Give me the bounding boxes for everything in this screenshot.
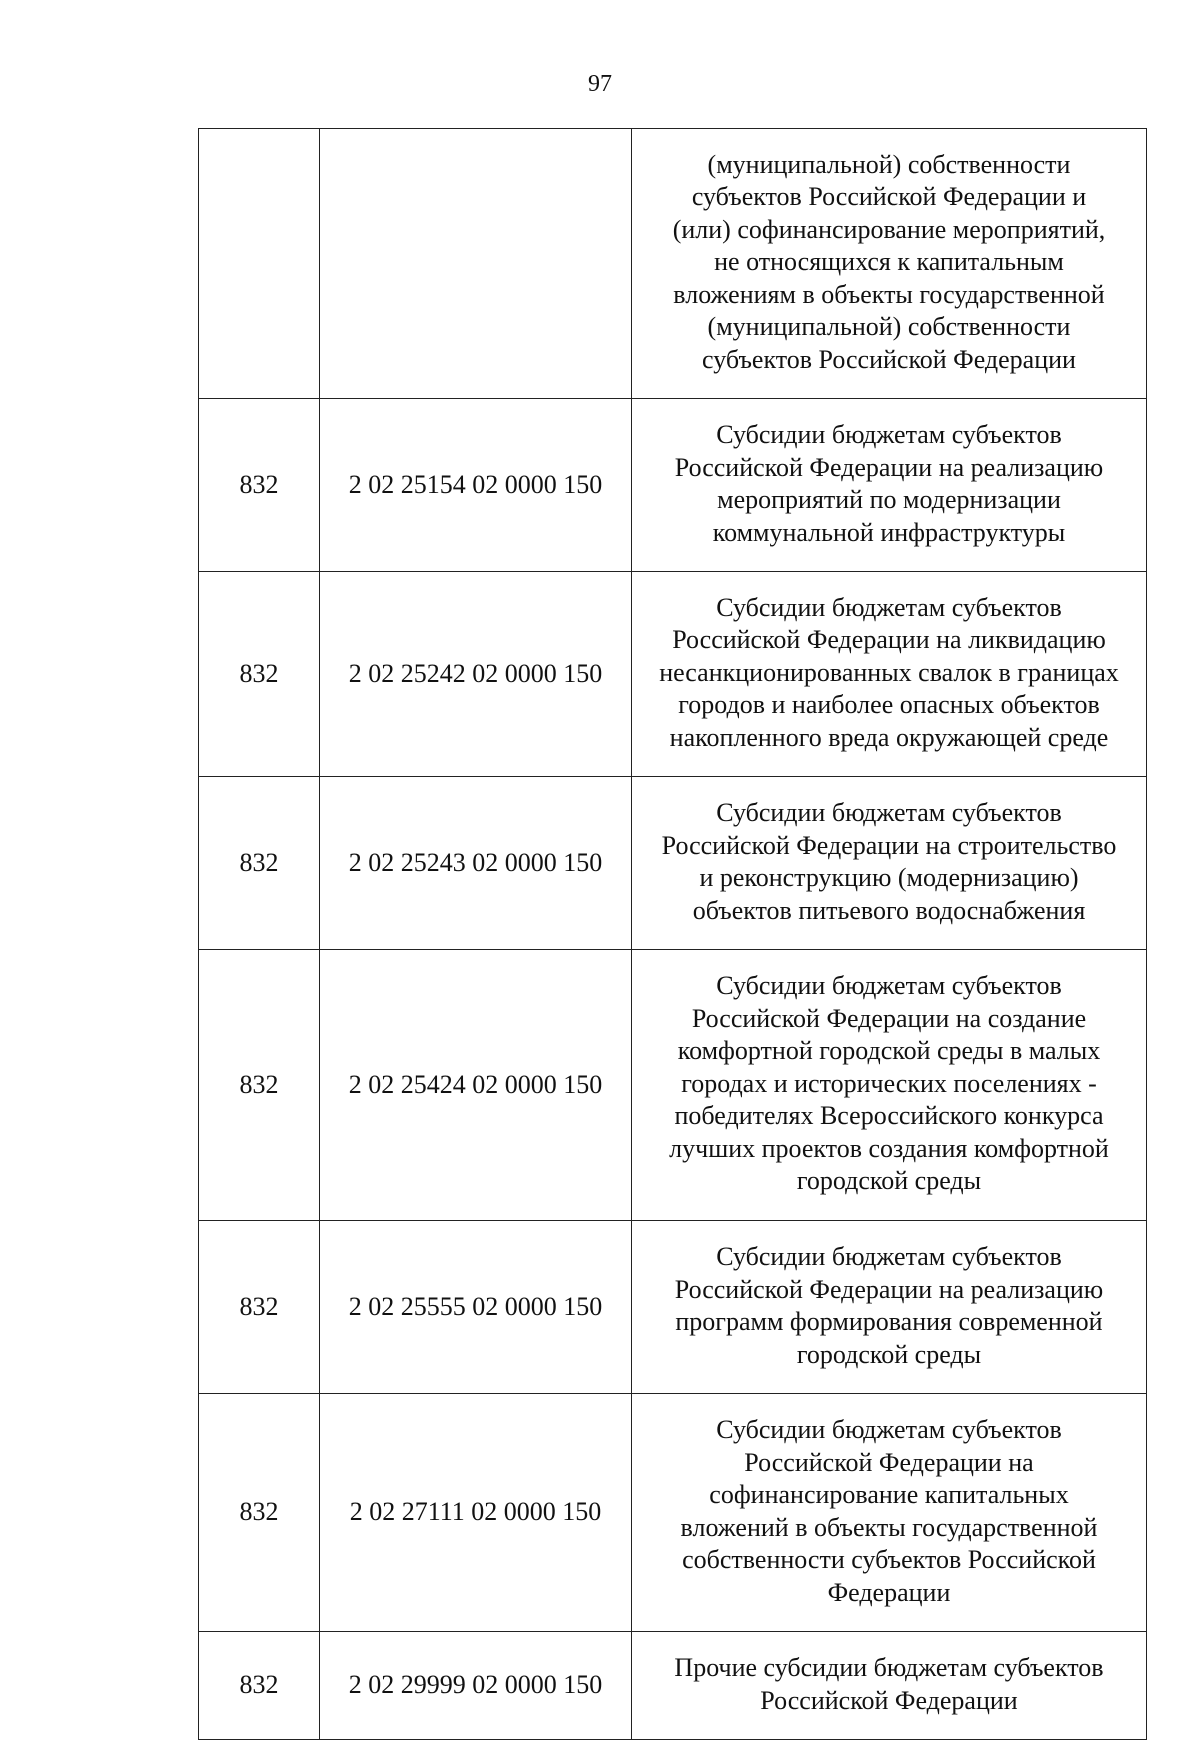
kbk-code-cell: 2 02 27111 02 0000 150 xyxy=(320,1394,632,1632)
table-row xyxy=(199,1221,1147,1394)
description-cell: (муниципальной) собственности субъектов Российской Федерации и (или) софинансирование мероприятий, не относящихся к капитальным вложениям в объекты государственной (муниципальной) собственности субъектов Российской Федерации xyxy=(632,129,1147,399)
admin-code-cell: 832 xyxy=(199,1221,320,1394)
admin-code-cell: 832 xyxy=(199,777,320,950)
kbk-code-cell: 2 02 29999 02 0000 150 xyxy=(320,1632,632,1740)
admin-code-cell: 832 xyxy=(199,399,320,572)
description-cell: Субсидии бюджетам субъектов Российской Федерации на реализацию мероприятий по модернизации коммунальной инфраструктуры xyxy=(632,399,1147,572)
admin-code-cell: 832 xyxy=(199,950,320,1221)
description-cell: Прочие субсидии бюджетам субъектов Российской Федерации xyxy=(632,1632,1147,1740)
kbk-code-cell xyxy=(320,129,632,399)
table-row xyxy=(199,129,1147,399)
budget-code-table xyxy=(198,128,1147,1740)
kbk-code-cell: 2 02 25424 02 0000 150 xyxy=(320,950,632,1221)
admin-code-cell xyxy=(199,129,320,399)
table-row xyxy=(199,399,1147,572)
description-cell: Субсидии бюджетам субъектов Российской Федерации на реализацию программ формирования современной городской среды xyxy=(632,1221,1147,1394)
admin-code-cell: 832 xyxy=(199,1394,320,1632)
description-cell: Субсидии бюджетам субъектов Российской Федерации на строительство и реконструкцию (модернизацию) объектов питьевого водоснабжения xyxy=(632,777,1147,950)
page-number: 97 xyxy=(588,71,612,97)
description-cell: Субсидии бюджетам субъектов Российской Федерации на создание комфортной городской среды в малых городах и исторических поселениях - победителях Всероссийского конкурса лучших проектов создания комфортной городской среды xyxy=(632,950,1147,1221)
table-row xyxy=(199,1632,1147,1740)
description-cell: Субсидии бюджетам субъектов Российской Федерации на софинансирование капитальных вложений в объекты государственной собственности субъектов Российской Федерации xyxy=(632,1394,1147,1632)
kbk-code-cell: 2 02 25242 02 0000 150 xyxy=(320,572,632,777)
admin-code-cell: 832 xyxy=(199,1632,320,1740)
admin-code-cell: 832 xyxy=(199,572,320,777)
kbk-code-cell: 2 02 25154 02 0000 150 xyxy=(320,399,632,572)
table-row xyxy=(199,572,1147,777)
kbk-code-cell: 2 02 25555 02 0000 150 xyxy=(320,1221,632,1394)
table-row xyxy=(199,777,1147,950)
kbk-code-cell: 2 02 25243 02 0000 150 xyxy=(320,777,632,950)
table-row xyxy=(199,950,1147,1221)
description-cell: Субсидии бюджетам субъектов Российской Федерации на ликвидацию несанкционированных свалок в границах городов и наиболее опасных объектов накопленного вреда окружающей среде xyxy=(632,572,1147,777)
table-row xyxy=(199,1394,1147,1632)
